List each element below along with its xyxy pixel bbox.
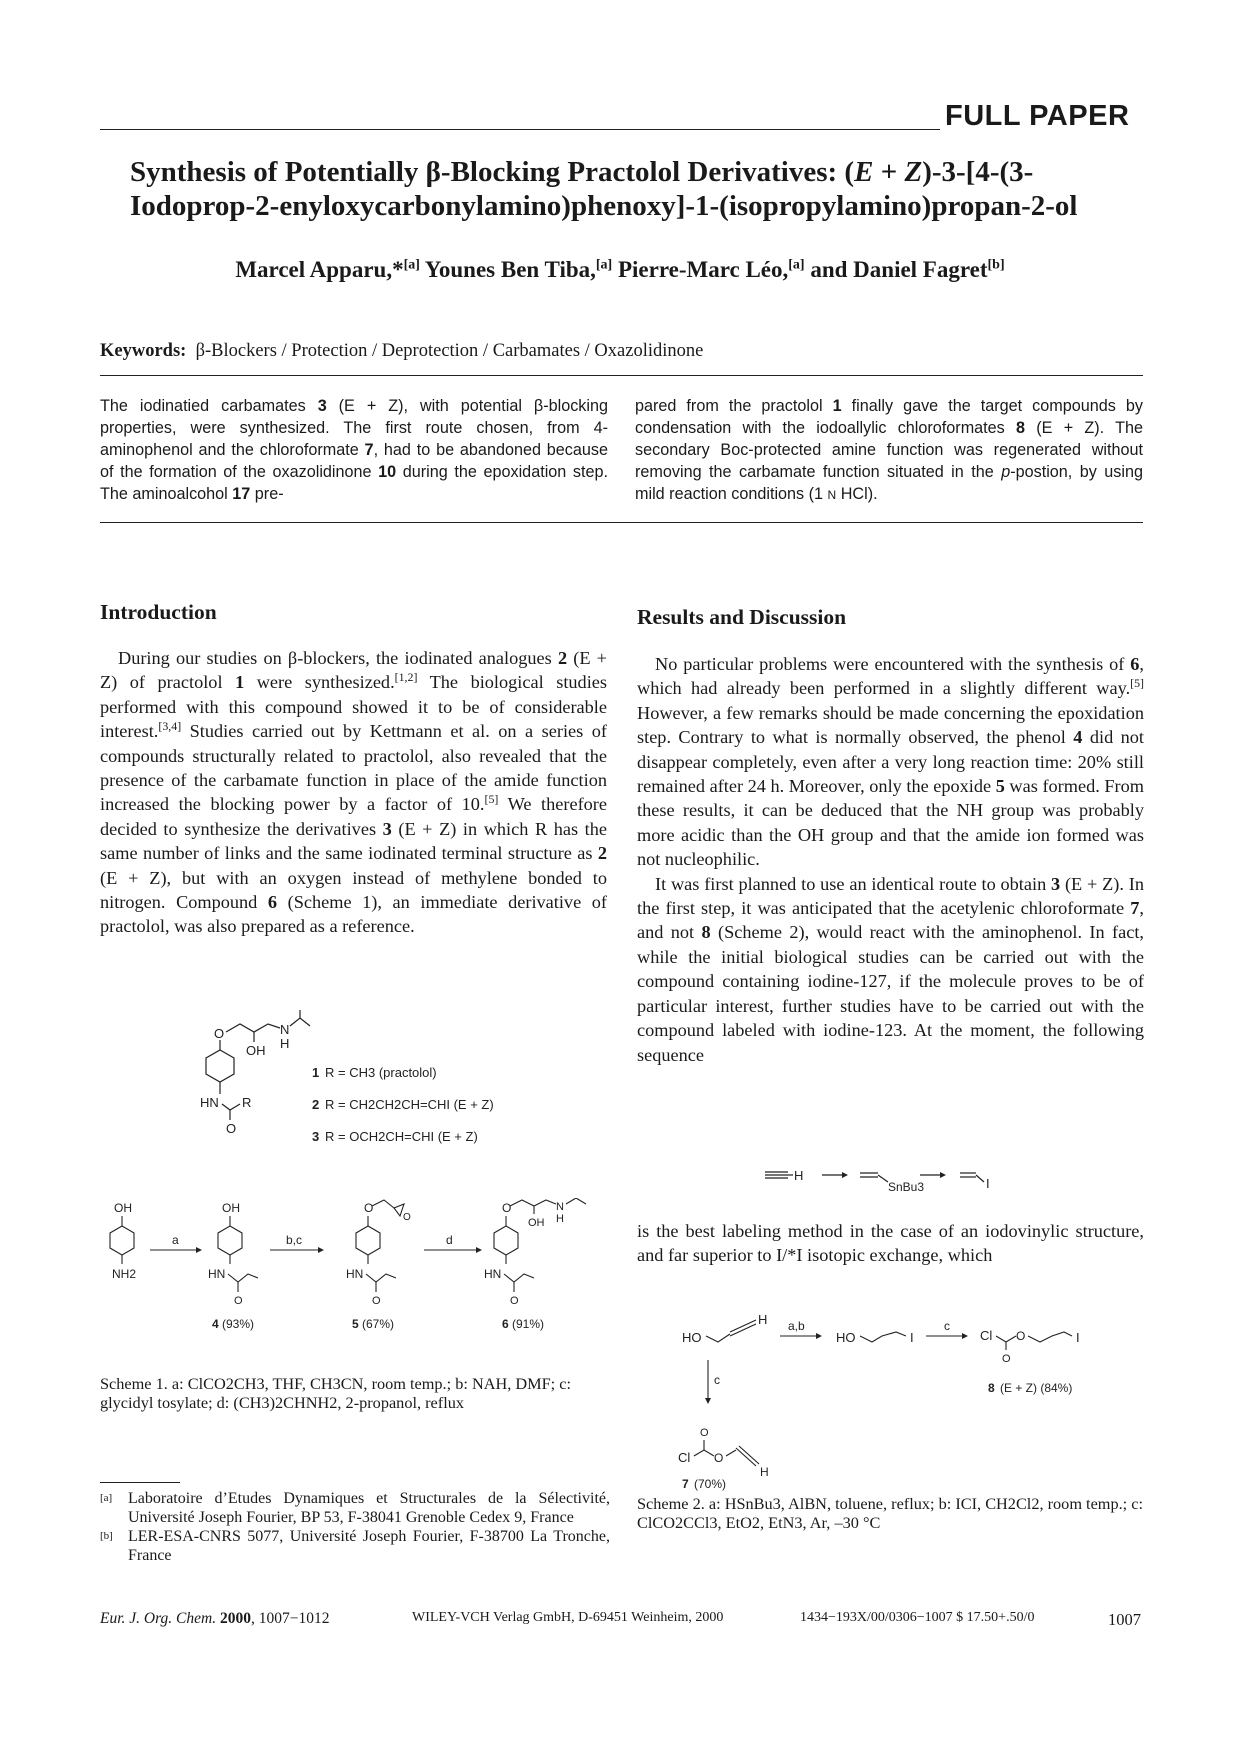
abstract-text: (E + Z). The secondary Boc-protected amine function was regenerated without removing the carbamate function situated in the	[635, 419, 1143, 481]
abstract-right-column	[635, 395, 1143, 506]
ho-label: HO	[836, 1330, 856, 1345]
step-bc: b,c	[286, 1233, 303, 1247]
compound-number: 5	[995, 776, 1005, 797]
author: Younes Ben Tiba,	[419, 257, 596, 282]
carbonyl-o-label: O	[700, 1427, 709, 1439]
compound-number: 4	[1073, 727, 1083, 748]
step-ab: a,b	[788, 1319, 805, 1333]
affiliation-mark: [a]	[403, 257, 420, 273]
abstract-italic: p	[1001, 463, 1011, 481]
compound-7-yield: (70%)	[694, 1477, 727, 1491]
body-text: (E + Z) of practolol	[100, 648, 607, 693]
hydroxyl-label: OH	[246, 1043, 266, 1058]
compound-1-r: R = CH3 (practolol)	[325, 1065, 437, 1080]
iodine-label: I	[1076, 1330, 1080, 1345]
o-label: O	[372, 1295, 381, 1307]
body-text: (E + Z) in which R has the same number of links and the same iodinated terminal structure as	[100, 818, 607, 864]
compound-number: 6	[267, 892, 278, 913]
ester-o-label: O	[714, 1451, 724, 1465]
abstract-text: (E + Z), with potential β-blocking properties, were synthesized. The first route chosen, from 4-aminophenol and the chloroformate	[100, 397, 609, 459]
step-a: a	[172, 1233, 179, 1247]
body-text: However, a few remarks should be made concerning the epoxidation step. Contrary to what is normally observed, the phenol	[637, 702, 1144, 748]
author-list	[0, 257, 1240, 283]
citation[interactable]: [5]	[484, 792, 499, 807]
compound-8-yield: (E + Z) (84%)	[1000, 1381, 1073, 1395]
affiliation-mark: [a]	[595, 257, 613, 273]
h-label: H	[758, 1312, 768, 1327]
compound-number: 8	[1016, 419, 1026, 437]
tin-reagent-label: SnBu3	[888, 1180, 925, 1194]
affiliation-b	[100, 1527, 610, 1565]
author: Pierre-Marc Léo,	[612, 257, 789, 282]
abstract-text: HCl).	[836, 485, 878, 503]
affiliations	[100, 1489, 610, 1565]
step-d: d	[446, 1233, 453, 1247]
compound-4-number: 4	[212, 1317, 219, 1331]
nh-label: HN	[208, 1267, 226, 1281]
chloro-label: Cl	[678, 1450, 691, 1465]
o-label: O	[510, 1295, 519, 1307]
scheme-1-figure	[100, 1198, 610, 1348]
compound-7-number: 7	[682, 1477, 689, 1491]
title-part: )-3-[4-(3-	[922, 156, 1034, 188]
step-c: c	[714, 1373, 720, 1387]
body-text: (E + Z), but with an oxygen instead of methylene bonded to nitrogen. Compound	[100, 867, 607, 913]
affiliation-mark: [b]	[100, 1530, 113, 1542]
oh-label: OH	[528, 1217, 545, 1229]
body-text: were synthesized.	[244, 672, 395, 693]
affiliation-a	[100, 1489, 610, 1527]
compound-number: 3	[382, 818, 392, 839]
r-group-label: R	[242, 1095, 252, 1110]
amide-nh-label: HN	[200, 1095, 219, 1110]
scheme-1-caption: Scheme 1. a: ClCO2CH3, THF, CH3CN, room temp.; b: NAH, DMF; c: glycidyl tosylate; d: (CH3)2CHNH2, 2-propanol, reflux	[100, 1374, 572, 1412]
abstract-text: finally gave the target compounds by condensation with the iodoallylic chloroformates	[635, 397, 1143, 437]
carbonyl-o-label: O	[1002, 1353, 1011, 1365]
compound-5-number: 5	[352, 1317, 359, 1331]
citation[interactable]: [1,2]	[394, 670, 418, 685]
page-number: 1007	[1108, 1610, 1141, 1629]
amine-label: N	[556, 1201, 564, 1213]
iodine-label: I	[986, 1176, 990, 1191]
journal-citation	[100, 1610, 329, 1628]
step-c: c	[944, 1319, 950, 1333]
oxygen-label: O	[214, 1026, 225, 1041]
compound-3-r: R = OCH2CH=CHI (E + Z)	[325, 1129, 478, 1144]
abstract-text: during the epoxidation step. The aminoalcohol	[100, 463, 608, 503]
body-text: , which had already been performed in a slightly different way.	[637, 654, 1144, 699]
oh-label: OH	[222, 1201, 240, 1215]
compound-number: 8	[701, 922, 711, 943]
amine-h-label: H	[556, 1213, 564, 1225]
body-text: (Scheme 2), would react with the aminophenol. In fact, while the initial biological studies can be carried out with the compound containing iodine-127, if the molecule proves to be of particular interest, further studies have to be carried out with the compound labeled with iodine-123. At the moment, the following sequence	[637, 922, 1144, 1065]
divider	[100, 375, 1143, 376]
compound-number: 1	[235, 672, 245, 693]
citation[interactable]: [5]	[1130, 676, 1144, 691]
compound-6-yield: (91%)	[512, 1317, 545, 1331]
introduction-heading: Introduction	[100, 600, 217, 624]
body-text: It was first planned to use an identical route to obtain	[655, 873, 1052, 894]
results-body-continued	[637, 1219, 1144, 1268]
abstract-text: The iodinatied carbamates	[100, 397, 318, 415]
compound-number: 1	[832, 397, 842, 415]
header-rule	[100, 129, 940, 130]
ester-o-label: O	[1016, 1329, 1026, 1343]
affiliation-text: Laboratoire d’Etudes Dynamiques et Structurales de la Sélectivité, Université Joseph Fourier, BP 53, F-38041 Grenoble Cedex 9, France	[128, 1490, 610, 1526]
oh-label: OH	[114, 1201, 132, 1215]
divider	[100, 522, 1143, 523]
compound-number: 3	[1051, 873, 1061, 894]
iodine-label: I	[910, 1330, 914, 1345]
ho-label: HO	[682, 1330, 702, 1345]
body-text: , and not	[637, 898, 1144, 943]
abstract-left-column	[100, 395, 608, 505]
body-text: (E + Z). In the first step, it was anticipated that the acetylenic chloroformate	[637, 873, 1144, 919]
footnote-divider	[100, 1482, 180, 1483]
body-text: did not disappear completely, even after a very long reaction time: 20% still remained after 24 h. Moreover, only the epoxide	[637, 727, 1144, 797]
body-text: is the best labeling method in the case of an iodovinylic structure, and far superior to I/*I isotopic exchange, which	[637, 1221, 1144, 1266]
paper-title	[130, 155, 1130, 223]
keywords-label: Keywords:	[100, 341, 187, 361]
results-heading: Results and Discussion	[637, 605, 847, 629]
compound-number: 6	[1130, 654, 1140, 674]
journal-name: Eur. J. Org. Chem.	[100, 1610, 217, 1627]
h-label: H	[760, 1465, 769, 1479]
o-label: O	[234, 1295, 243, 1307]
amine-h-label: H	[280, 1036, 290, 1051]
affiliation-mark: [a]	[100, 1492, 113, 1504]
abstract-text: , had to be abandoned because of the formation of the oxazolidinone	[100, 441, 608, 481]
compound-number: 7	[1130, 898, 1140, 919]
compound-2-r: R = CH2CH2CH=CHI (E + Z)	[325, 1097, 494, 1112]
epoxide-o-label: O	[403, 1212, 411, 1223]
title-plus: +	[873, 156, 905, 188]
compound-1-number: 1	[312, 1065, 320, 1080]
chloro-label: Cl	[980, 1328, 993, 1343]
compound-number: 7	[364, 441, 374, 459]
affiliation-mark: [a]	[788, 257, 805, 273]
title-line-2: Iodoprop-2-enyloxycarbonylamino)phenoxy]-1-(isopropylamino)propan-2-ol	[130, 190, 1078, 222]
title-z: Z	[904, 156, 923, 188]
nh-label: HN	[346, 1267, 364, 1281]
affiliation-mark: [b]	[987, 257, 1005, 273]
compound-6-number: 6	[502, 1317, 509, 1331]
body-text: Studies carried out by Kettmann et al. on a series of compounds structurally related to practolol, also revealed that the presence of the carbamate function in place of the amide function increased the blocking power by a factor of 10.	[100, 721, 607, 815]
scheme-2-figure	[670, 1312, 1110, 1492]
title-e: E	[854, 156, 874, 188]
body-text: was formed. From these results, it can be deduced that the NH group was probably more acidic than the OH group and that the amide ion formed was not nucleophilic.	[637, 776, 1144, 870]
abstract-text: -postion, by using mild reaction conditions (1	[635, 463, 1143, 503]
nh2-label: NH2	[112, 1267, 137, 1281]
body-text: During our studies on β-blockers, the iodinated analogues	[118, 648, 558, 668]
citation[interactable]: [3,4]	[158, 719, 182, 734]
compound-number: 2	[597, 843, 607, 864]
o-label: O	[502, 1201, 512, 1215]
compound-number: 17	[232, 485, 251, 503]
publisher: WILEY-VCH Verlag GmbH, D-69451 Weinheim, 2000	[412, 1610, 724, 1625]
journal-year: 2000	[219, 1610, 251, 1627]
scheme-2-caption: Scheme 2. a: HSnBu3, AlBN, toluene, reflux; b: ICI, CH2Cl2, room temp.; c: ClCO2CCl3, EtO2, EtN3, Ar, –30 °C	[637, 1494, 1144, 1532]
title-part: Synthesis of Potentially β-Blocking Practolol Derivatives: (	[130, 156, 855, 188]
practolol-structure-figure	[200, 1010, 540, 1150]
hydrogen-label: H	[794, 1168, 804, 1183]
o-label: O	[364, 1201, 374, 1215]
body-text: No particular problems were encountered with the synthesis of	[655, 654, 1131, 674]
keywords-text: β-Blockers / Protection / Deprotection / Carbamates / Oxazolidinone	[195, 341, 704, 361]
normal-mark: N	[827, 488, 837, 502]
compound-5-yield: (67%)	[362, 1317, 395, 1331]
abstract-text: pre-	[250, 485, 284, 503]
keywords	[100, 341, 703, 362]
author: Marcel Apparu,*	[235, 257, 404, 282]
journal-pages: , 1007−1012	[250, 1610, 330, 1627]
abstract-text: pared from the practolol	[635, 397, 833, 415]
article-code: 1434−193X/00/0306−1007 $ 17.50+.50/0	[800, 1610, 1035, 1625]
results-body	[637, 652, 1144, 1067]
body-text: (Scheme 1), an immediate derivative of practolol, was also prepared as a reference.	[100, 892, 607, 937]
compound-number: 2	[557, 648, 568, 668]
section-label: FULL PAPER	[945, 100, 1130, 132]
labeling-sequence-scheme	[760, 1158, 1020, 1198]
body-text: The biological studies performed with this compound showed it to be of considerable interest.	[100, 672, 607, 742]
nh-label: HN	[484, 1267, 502, 1281]
affiliation-text: LER-ESA-CNRS 5077, Université Joseph Fourier, F-38700 La Tronche, France	[128, 1528, 610, 1564]
introduction-body	[100, 646, 607, 939]
carbonyl-o-label: O	[226, 1121, 237, 1136]
amine-label: N	[280, 1022, 290, 1037]
compound-number: 10	[378, 463, 397, 481]
author: and Daniel Fagret	[804, 257, 988, 282]
compound-2-number: 2	[312, 1097, 320, 1112]
compound-number: 3	[317, 397, 327, 415]
compound-8-number: 8	[988, 1381, 995, 1395]
compound-4-yield: (93%)	[222, 1317, 255, 1331]
compound-3-number: 3	[312, 1129, 320, 1144]
body-text: We therefore decided to synthesize the derivatives	[100, 794, 607, 839]
